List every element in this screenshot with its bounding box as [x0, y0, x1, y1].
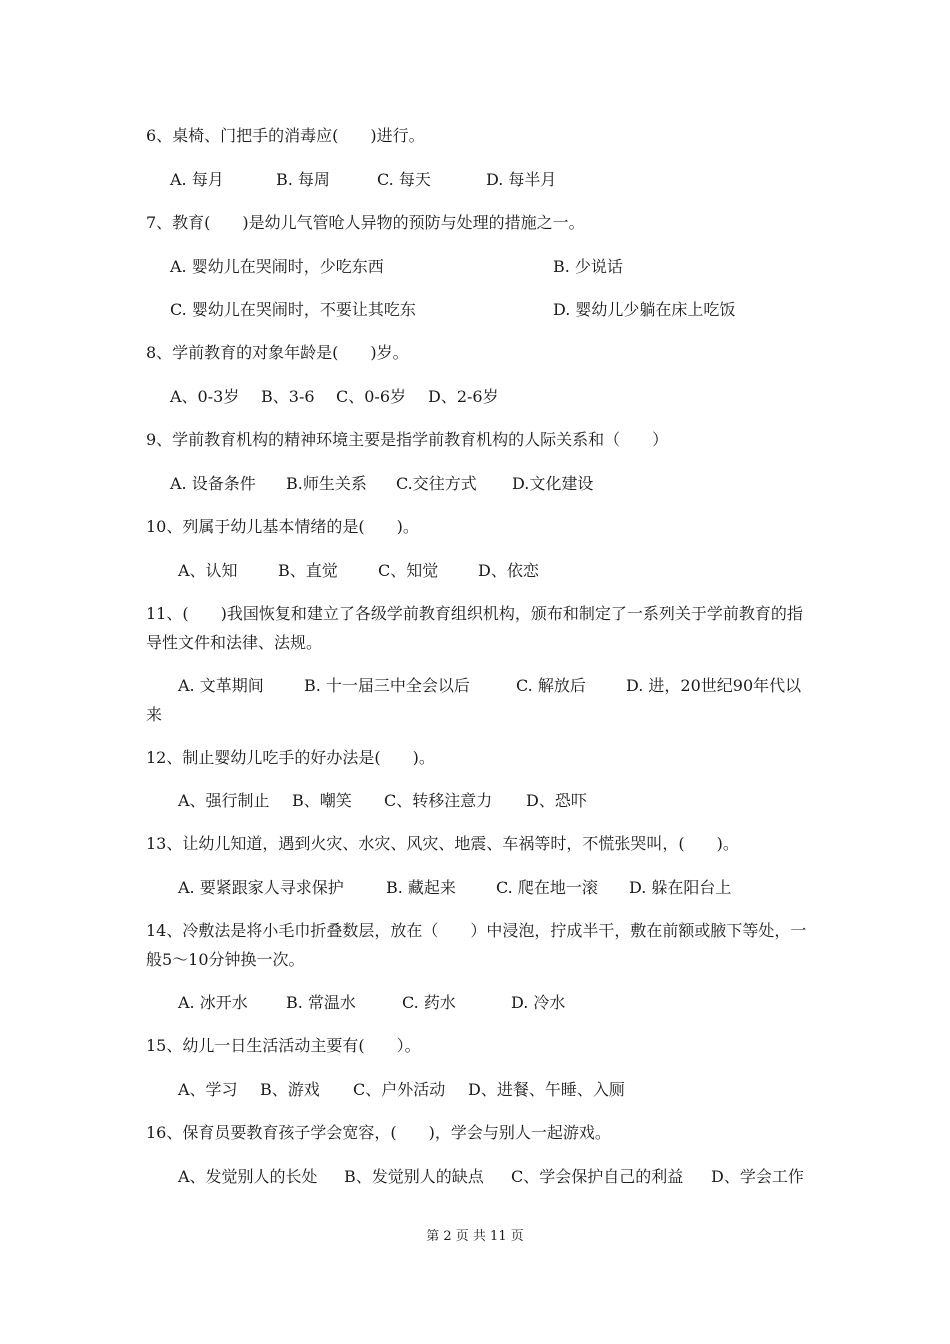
option-c: C. 婴幼儿在哭闹时，不要让其吃东 [170, 300, 416, 319]
question-13: 13、让幼儿知道，遇到火灾、水灾、风灾、地震、车祸等时，不慌张哭叫，( )。 [146, 834, 739, 853]
option-c: C、户外活动 [353, 1080, 446, 1099]
options-7-row1 [170, 257, 840, 277]
option-c: C、知觉 [378, 561, 439, 580]
question-6: 6、桌椅、门把手的消毒应( )进行。 [146, 126, 425, 145]
option-a: A、学习 [178, 1080, 238, 1099]
page-footer: 第 2 页 共 11 页 [426, 1229, 524, 1244]
question-11: 11、( )我国恢复和建立了各级学前教育组织机构，颁布和制定了一系列关于学前教育的指导性文件和法律、法规。 [146, 604, 803, 652]
option-d: D、恐吓 [526, 791, 587, 810]
question-14: 14、冷敷法是将小毛巾折叠数层，放在（ ）中浸泡，拧成半干，敷在前额或腋下等处，一般5～10分钟换一次。 [146, 921, 807, 969]
question-7: 7、教育( )是幼儿气管呛人异物的预防与处理的措施之一。 [146, 213, 585, 232]
option-c: C、学会保护自己的利益 [511, 1167, 684, 1186]
question-12: 12、制止婴幼儿吃手的好办法是( )。 [146, 748, 435, 767]
options-15 [178, 1080, 848, 1100]
option-a: A、0-3岁 [170, 387, 240, 406]
option-c: C. 药水 [402, 993, 456, 1012]
options-11 [146, 671, 816, 729]
option-c: C、转移注意力 [384, 791, 493, 810]
option-d: D.文化建设 [512, 474, 594, 493]
option-b: B、嘲笑 [292, 791, 352, 810]
options-7-row2 [170, 300, 840, 320]
option-c: C. 爬在地一滚 [496, 878, 598, 897]
option-d: D、2-6岁 [428, 387, 499, 406]
question-15: 15、幼儿一日生活活动主要有( ）。 [146, 1036, 421, 1055]
option-c: C. 解放后 [516, 676, 586, 695]
question-10: 10、列属于幼儿基本情绪的是( )。 [146, 517, 419, 536]
option-b: B. 每周 [276, 170, 330, 189]
option-a: A. 冰开水 [178, 993, 248, 1012]
question-8: 8、学前教育的对象年龄是( )岁。 [146, 343, 409, 362]
option-a: A. 文革期间 [178, 676, 264, 695]
options-12 [178, 791, 848, 811]
option-d: D. 进，20世纪90年代以来 [146, 676, 802, 724]
option-b: B. 少说话 [553, 257, 623, 276]
option-c: C. 每天 [377, 170, 431, 189]
option-a: A. 要紧跟家人寻求保护 [178, 878, 344, 897]
option-a: A. 婴幼儿在哭闹时，少吃东西 [170, 257, 384, 276]
options-14 [178, 993, 848, 1013]
question-9: 9、学前教育机构的精神环境主要是指学前教育机构的人际关系和（ ） [146, 430, 669, 449]
question-16: 16、保育员要教育孩子学会宽容，( )，学会与别人一起游戏。 [146, 1123, 611, 1142]
option-c: C.交往方式 [396, 474, 477, 493]
option-a: A、认知 [178, 561, 238, 580]
option-d: D. 躲在阳台上 [629, 878, 732, 897]
option-d: D. 婴幼儿少躺在床上吃饭 [553, 300, 736, 319]
option-a: A. 设备条件 [170, 474, 256, 493]
option-b: B、游戏 [260, 1080, 320, 1099]
option-d: D、依恋 [478, 561, 539, 580]
option-b: B. 藏起来 [386, 878, 456, 897]
options-8 [170, 387, 840, 407]
option-b: B. 十一届三中全会以后 [304, 676, 470, 695]
options-13 [178, 878, 848, 898]
options-10 [178, 561, 848, 581]
option-d: D. 冷水 [511, 993, 566, 1012]
option-b: B、发觉别人的缺点 [344, 1167, 484, 1186]
option-a: A. 每月 [170, 170, 224, 189]
option-d: D、进餐、午睡、入厕 [468, 1080, 625, 1099]
options-16 [178, 1167, 848, 1187]
options-9 [170, 474, 840, 494]
option-b: B. 常温水 [286, 993, 356, 1012]
option-b: B、直觉 [278, 561, 338, 580]
options-6 [170, 170, 840, 190]
option-a: A、强行制止 [178, 791, 270, 810]
option-b: B、3-6 [261, 387, 315, 406]
option-b: B.师生关系 [286, 474, 367, 493]
option-a: A、发觉别人的长处 [178, 1167, 318, 1186]
option-c: C、0-6岁 [336, 387, 407, 406]
option-d: D、学会工作 [711, 1167, 804, 1186]
option-d: D. 每半月 [486, 170, 557, 189]
